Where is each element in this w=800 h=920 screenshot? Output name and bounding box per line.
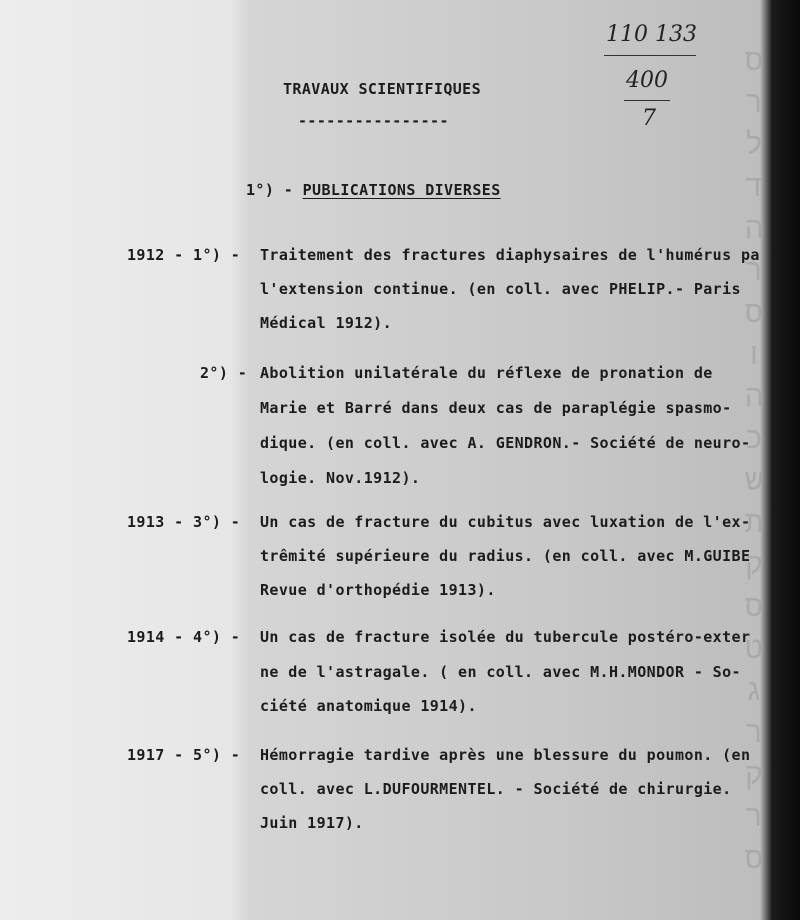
entry-line: Un cas de fracture du cubitus avec luxation de l'ex- [260, 513, 751, 531]
entry-line: ciété anatomique 1914). [260, 697, 477, 715]
entry-line: dique. (en coll. avec A. GENDRON.- Société de neuro- [260, 434, 751, 452]
entry-label: 1914 - 4°) - [127, 628, 241, 646]
reference-rule [604, 55, 696, 56]
entry-line: Abolition unilatérale du réflexe de pronation de [260, 364, 713, 382]
entry-line: Médical 1912). [260, 314, 393, 332]
title-underline: ---------------- [298, 112, 449, 130]
entry-label: 1912 - 1°) - [127, 246, 241, 264]
entry-line: coll. avec L.DUFOURMENTEL. - Société de chirurgie. [260, 780, 732, 798]
reference-fraction-rule [624, 100, 670, 101]
entry-line: Hémorragie tardive après une blessure du poumon. (en [260, 746, 751, 764]
entry-line: ne de l'astragale. ( en coll. avec M.H.MONDOR - So- [260, 663, 741, 681]
entry-line: l'extension continue. (en coll. avec PHELIP.- Paris [260, 280, 741, 298]
entry-line: Traitement des fractures diaphysaires de l'humérus pa [260, 246, 760, 264]
reference-fraction-top: 400 [626, 68, 668, 93]
entry-line: Revue d'orthopédie 1913). [260, 581, 496, 599]
entry-line: Juin 1917). [260, 814, 364, 832]
reference-number: 110 133 [606, 22, 697, 47]
entry-line: trêmité supérieure du radius. (en coll. avec M.GUIBE [260, 547, 751, 565]
entry-line: logie. Nov.1912). [260, 469, 421, 487]
section-heading [246, 181, 501, 199]
section-number: 1°) - [246, 181, 303, 199]
section-title: PUBLICATIONS DIVERSES [302, 181, 501, 199]
bleed-through-text: ס ר ל ד ה ר ס ו ה כ ש ת ק ס ט ג ר ק ר ס [744, 43, 763, 876]
reference-fraction-bottom: 7 [642, 106, 656, 131]
entry-label: 1917 - 5°) - [127, 746, 241, 764]
entry-label: 2°) - [200, 364, 248, 382]
page-title: TRAVAUX SCIENTIFIQUES [283, 80, 482, 98]
entry-line: Un cas de fracture isolée du tubercule postéro-exter [260, 628, 751, 646]
entry-line: Marie et Barré dans deux cas de paraplégie spasmo- [260, 399, 732, 417]
entry-label: 1913 - 3°) - [127, 513, 241, 531]
